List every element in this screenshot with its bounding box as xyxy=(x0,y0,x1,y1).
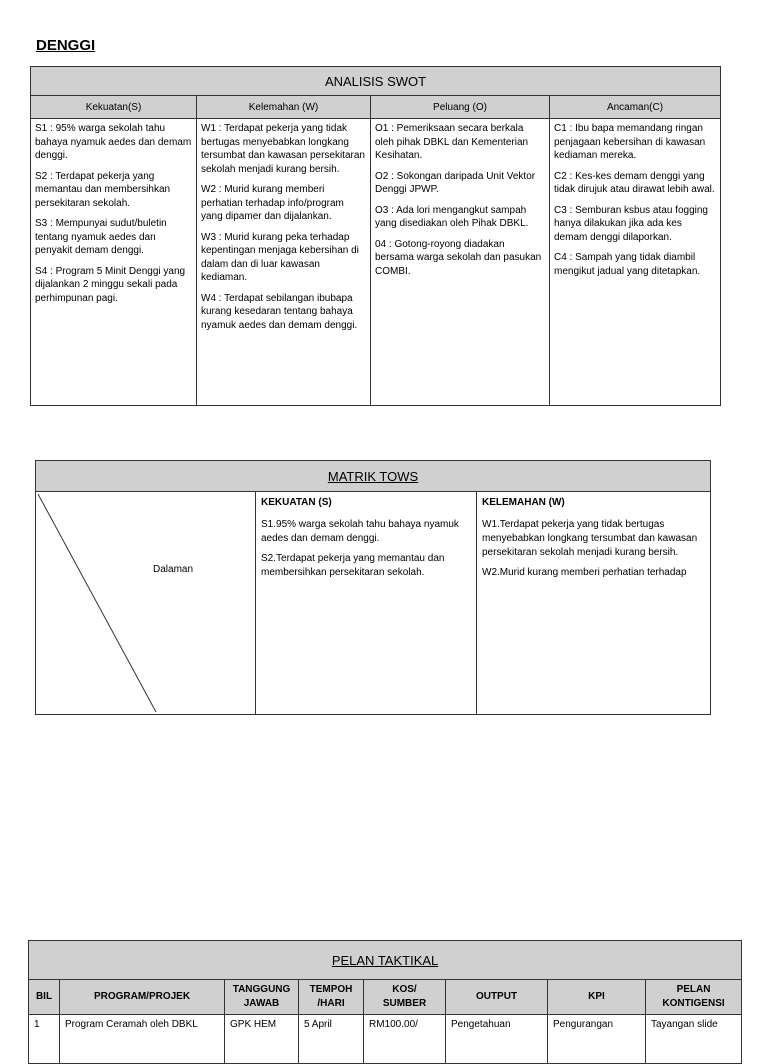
tows-item: S2.Terdapat pekerja yang memantau dan membersihkan persekitaran sekolah. xyxy=(261,553,445,578)
tows-weaknesses-header: KELEMAHAN (W) xyxy=(482,497,565,508)
swot-item: C2 : Kes-kes demam denggi yang tidak dirujuk atau dirawat lebih awal. xyxy=(554,170,715,195)
swot-weaknesses-cell xyxy=(197,119,371,406)
swot-item: O3 : Ada lori mengangkut sampah yang disediakan oleh Pihak DBKL. xyxy=(375,204,529,229)
col-label: PROGRAM/PROJEK xyxy=(93,991,191,1002)
tows-title xyxy=(36,461,711,492)
swot-col-weaknesses: Kelemahan (W) xyxy=(197,96,371,119)
col-label: TANGGUNG xyxy=(232,984,291,995)
swot-item: O2 : Sokongan daripada Unit Vektor Denggi JPWP. xyxy=(375,170,536,195)
pelan-col-bil xyxy=(29,980,60,1015)
swot-threats-cell xyxy=(550,119,721,406)
pelan-col-tanggungjawab xyxy=(225,980,299,1015)
pelan-table xyxy=(28,940,742,1064)
swot-item: S3 : Mempunyai sudut/buletin tentang nyamuk aedes dan penyakit demam denggi. xyxy=(35,218,167,256)
swot-strengths-cell xyxy=(31,119,197,406)
col-label: KPI xyxy=(588,991,605,1002)
tows-table xyxy=(35,460,711,715)
swot-item: S1 : 95% warga sekolah tahu bahaya nyamuk aedes dan demam denggi. xyxy=(35,123,192,161)
table-row xyxy=(29,1015,742,1064)
page-title: DENGGI xyxy=(36,37,96,54)
pelan-cell: Pengurangan xyxy=(548,1015,646,1064)
pelan-title xyxy=(29,941,742,980)
pelan-cell: GPK HEM xyxy=(225,1015,299,1064)
pelan-col-kos xyxy=(364,980,446,1015)
swot-item: S2 : Terdapat pekerja yang memantau dan membersihkan persekitaran sekolah. xyxy=(35,170,171,209)
tows-weaknesses-cell xyxy=(477,492,711,715)
pelan-title-text: PELAN TAKTIKAL xyxy=(331,952,439,968)
col-label: KONTIGENSI xyxy=(662,998,725,1009)
pelan-cell: Tayangan slide xyxy=(646,1015,742,1064)
col-label: SUMBER xyxy=(382,998,427,1009)
pelan-section xyxy=(28,940,742,1030)
swot-col-opportunities: Peluang (O) xyxy=(371,96,550,119)
col-label: JAWAB xyxy=(243,998,280,1009)
col-label: TEMPOH xyxy=(309,984,353,995)
swot-opportunities-cell xyxy=(371,119,550,406)
col-label: OUTPUT xyxy=(475,991,518,1002)
swot-item: C4 : Sampah yang tidak diambil mengikut jadual yang ditetapkan. xyxy=(554,252,701,277)
swot-item: 04 : Gotong-royong diadakan bersama warga sekolah dan pasukan COMBI. xyxy=(375,238,542,277)
diagonal-line xyxy=(36,492,256,712)
swot-item: C3 : Semburan ksbus atau fogging hanya dilakukan jika ada kes demam denggi dilaporkan. xyxy=(554,204,708,243)
col-label: /HARI xyxy=(317,998,345,1009)
swot-item: W1 : Terdapat pekerja yang tidak bertugas menyebabkan longkang tersumbat dan kawasan persekitaran sekolah menjadi kurang bersih. xyxy=(201,123,365,175)
swot-item: O1 : Pemeriksaan secara berkala oleh pihak DBKL dan Kementerian Kesihatan. xyxy=(375,123,529,161)
pelan-cell: RM100.00/ xyxy=(364,1015,446,1064)
swot-item: W3 : Murid kurang peka terhadap kepentingan menjaga kebersihan di dalam dan di luar kawasan kediaman. xyxy=(201,231,359,283)
tows-item: W2.Murid kurang memberi perhatian terhadap xyxy=(482,567,687,578)
pelan-col-tempoh xyxy=(299,980,364,1015)
swot-table xyxy=(30,66,721,406)
swot-item: C1 : Ibu bapa memandang ringan penjagaan kebersihan di kawasan kediaman mereka. xyxy=(554,123,706,161)
pelan-col-output xyxy=(446,980,548,1015)
tows-strengths-header: KEKUATAN (S) xyxy=(261,497,332,508)
pelan-col-program xyxy=(60,980,225,1015)
col-label: PELAN xyxy=(676,984,711,995)
tows-diagonal-cell xyxy=(36,492,256,715)
pelan-cell: 1 xyxy=(29,1015,60,1064)
swot-col-strengths: Kekuatan(S) xyxy=(31,96,197,119)
pelan-cell: Pengetahuan xyxy=(446,1015,548,1064)
col-label: BIL xyxy=(35,991,53,1002)
tows-dalaman-label: Dalaman xyxy=(153,564,194,575)
tows-item: W1.Terdapat pekerja yang tidak bertugas menyebabkan longkang tersumbat dan kawasan persekitaran sekolah menjadi kurang bersih. xyxy=(482,519,698,558)
pelan-col-kontigensi xyxy=(646,980,742,1015)
swot-item: W2 : Murid kurang memberi perhatian terhadap info/program yang dipamer dan dijalankan. xyxy=(201,184,344,222)
swot-title: ANALISIS SWOT xyxy=(31,67,721,96)
swot-item: W4 : Terdapat sebilangan ibubapa kurang kesedaran tentang bahaya nyamuk aedes dan demam denggi. xyxy=(201,292,358,331)
tows-strengths-cell xyxy=(256,492,477,715)
swot-col-threats: Ancaman(C) xyxy=(550,96,721,119)
swot-item: S4 : Program 5 Minit Denggi yang dijalankan 2 minggu sekali pada perhimpunan pagi. xyxy=(35,265,186,304)
tows-title-text: MATRIK TOWS xyxy=(327,468,419,484)
pelan-cell: 5 April xyxy=(299,1015,364,1064)
pelan-cell: Program Ceramah oleh DBKL xyxy=(60,1015,225,1064)
tows-item: S1.95% warga sekolah tahu bahaya nyamuk aedes dan demam denggi. xyxy=(261,519,459,544)
pelan-col-kpi xyxy=(548,980,646,1015)
col-label: KOS/ xyxy=(392,984,417,995)
tows-section xyxy=(35,460,710,594)
